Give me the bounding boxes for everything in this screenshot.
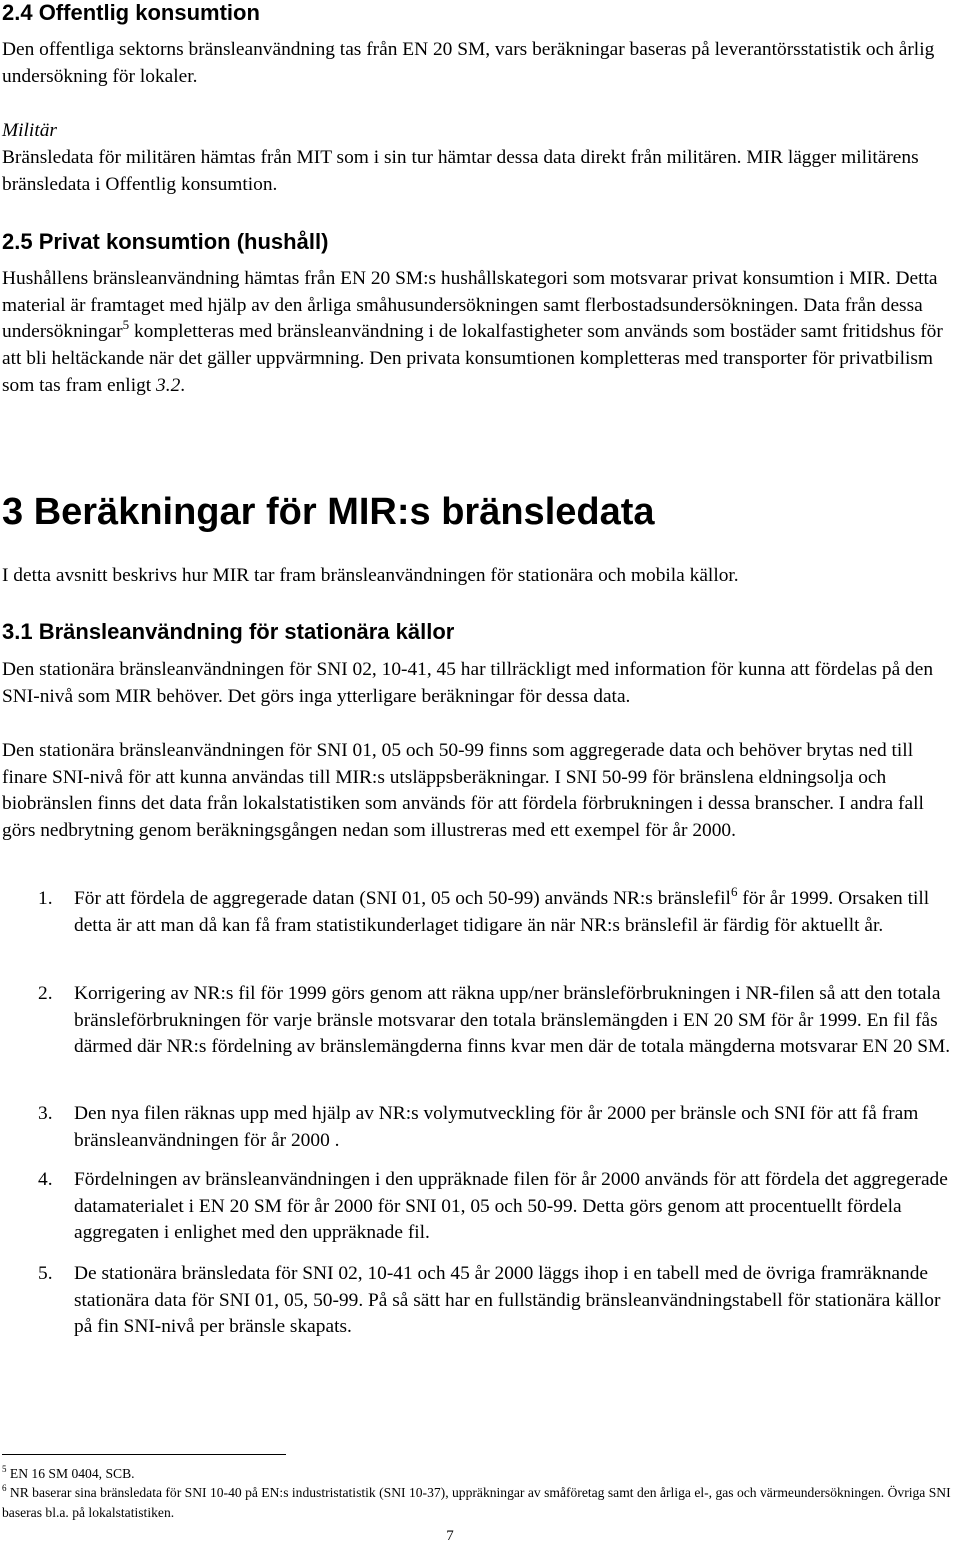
list-text: Korrigering av NR:s fil för 1999 görs genom att räkna upp/ner bränsleförbrukningen i NR-filen så att den totala bränsleförbrukningen för varje bränsle motsvarar den totala bränslemängden i EN 20 SM för år 1999. En fil fås därmed där NR:s fördelning av bränslemängderna finns kvar men där de totala mängderna motsvarar EN 20 SM. [74, 983, 951, 1058]
footnote-ref-5[interactable]: 5 [122, 317, 130, 333]
list-text [74, 886, 954, 939]
list-text: De stationära bränsledata för SNI 02, 10-41 och 45 år 2000 läggs ihop i en tabell med de övriga framräknande stationära data för SNI 01, 05, 50-99. På så sätt har en fullständig bränsleanvändningstabell för stationära källor på fin SNI-nivå per bränsle skapats. [74, 1263, 941, 1338]
section-2-5-heading: 2.5 Privat konsumtion (hushåll) [2, 229, 329, 254]
section-2-4-paragraph: Den offentliga sektorns bränsleanvändning tas från EN 20 SM, vars beräkningar baseras på leverantörsstatistik och årlig undersökning för lokaler. [2, 39, 935, 87]
military-subheading: Militär [2, 120, 57, 141]
list-text-part: För att fördela de aggregerade datan (SNI 01, 05 och 50-99) används NR:s bränslefil [74, 888, 731, 909]
paragraph-text: kompletteras med bränsleanvändning i de lokalfastigheter som används som bostäder samt fritidshus för att bli heltäckande när det gäller uppvärmning. Den privata konsumtionen kompletteras med transporter för privatbilism som tas fram enligt [2, 321, 943, 396]
section-2-4-heading: 2.4 Offentlig konsumtion [2, 0, 260, 25]
footnote-mark: 5 [2, 1464, 7, 1474]
section-3-1-paragraph-1: Den stationära bränsleanvändningen för SNI 02, 10-41, 45 har tillräckligt med information för kunna att fördelas på den SNI-nivå som MIR behöver. Det görs inga ytterligare beräkningar för dessa data. [2, 659, 934, 707]
section-3-1-paragraph-2: Den stationära bränsleanvändningen för SNI 01, 05 och 50-99 finns som aggregerade data och behöver brytas ned till finare SNI-nivå för att kunna användas till MIR:s utsläppsberäkningar. I SNI 50-99 för bränslena eldningsolja och biobränslen finns det data från lokalstatistiken som används för att fördela förbrukningen i dessa branscher. I andra fall görs nedbrytning genom beräkningsgången nedan som illustreras med ett exempel för år 2000. [2, 740, 924, 842]
list-text: Fördelningen av bränsleanvändningen i den uppräknade filen för år 2000 används för att fördela det aggregerade datamaterialet i EN 20 SM för år 2000 för SNI 01, 05 och 50-99. Detta görs genom att procentuellt fördela aggregaten i enlighet med den uppräknade fil. [74, 1169, 948, 1244]
paragraph-text: . [180, 374, 186, 396]
footnote-divider [2, 1454, 286, 1455]
paragraph-text: Hushållens bränsleanvändning hämtas från EN 20 SM:s hushållskategori som motsvarar privat konsumtion i MIR. Detta material är framtaget med hjälp av den årliga småhusundersökningen samt flerbostadsundersökningen. Data från dessa undersökningar [2, 268, 938, 343]
section-2-5-paragraph [2, 266, 958, 400]
footnote-text: EN 16 SM 0404, SCB. [6, 1466, 135, 1481]
list-number: 3. [38, 1103, 53, 1124]
list-number: 1. [38, 888, 53, 909]
chapter-3-heading: 3 Beräkningar för MIR:s bränsledata [2, 491, 655, 533]
chapter-3-intro: I detta avsnitt beskrivs hur MIR tar fram bränsleanvändningen för stationära och mobila källor. [2, 565, 739, 586]
list-number: 5. [38, 1263, 53, 1284]
list-number: 4. [38, 1169, 53, 1190]
footnote-ref-6[interactable]: 6 [730, 884, 738, 899]
military-paragraph: Bränsledata för militären hämtas från MIT som i sin tur hämtar dessa data direkt från militären. MIR lägger militärens bränsledata i Offentlig konsumtion. [2, 147, 919, 195]
section-3-1-heading: 3.1 Bränsleanvändning för stationära källor [2, 619, 455, 644]
footnote-5 [2, 1464, 958, 1484]
list-text: Den nya filen räknas upp med hjälp av NR:s volymutveckling för år 2000 per bränsle och SNI för att få fram bränsleanvändningen för år 2000 . [74, 1103, 919, 1151]
footnote-text: NR baserar sina bränsledata för SNI 10-40 på EN:s industristatistik (SNI 10-37), uppräkningar av småföretag samt den årliga el-, gas och värmeundersökningen. Övriga SNI baseras bl.a. på lokalstatistiken. [2, 1485, 951, 1520]
list-number: 2. [38, 983, 53, 1004]
section-reference: 3.2 [156, 374, 181, 396]
page-number: 7 [446, 1528, 454, 1544]
footnote-mark: 6 [2, 1483, 7, 1493]
list-text-part: för år 1999. Orsaken till detta är att man då kan få fram statistikunderlaget tidigare än när NR:s bränslefil är färdig för aktuellt år. [74, 888, 930, 936]
footnote-6 [2, 1483, 958, 1522]
